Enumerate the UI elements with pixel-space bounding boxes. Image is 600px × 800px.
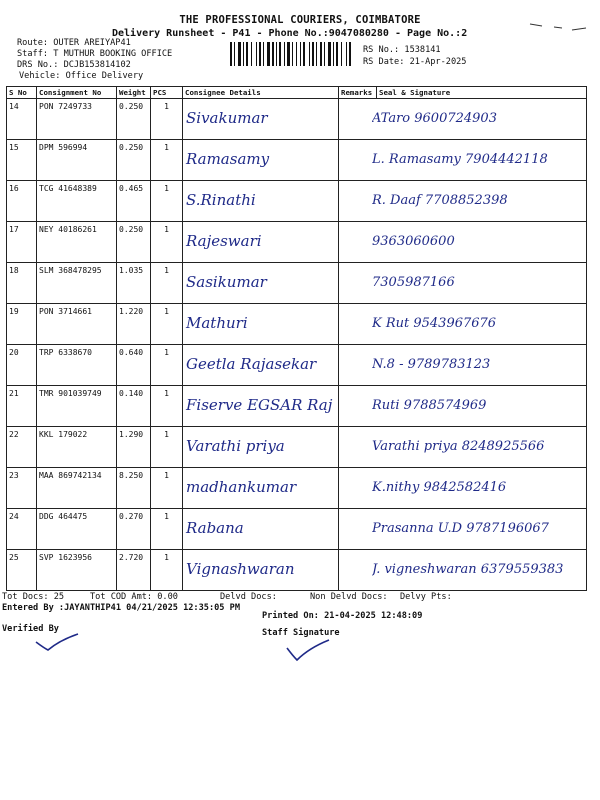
consignee-handwritten-name: Vignashwaran (186, 560, 295, 578)
signature-handwritten: 7305987166 (372, 275, 455, 290)
sno-cell: 16 (7, 181, 37, 222)
table-row (7, 222, 587, 263)
verified-check-mark (34, 632, 80, 652)
remarks-cell (339, 550, 377, 591)
weight-cell: 1.035 (117, 263, 151, 304)
col-signature: Seal & Signature (377, 87, 587, 99)
col-weight: Weight (117, 87, 151, 99)
consignee-handwritten-name: Sasikumar (186, 273, 267, 291)
consignment-cell: KKL 179022 (37, 427, 117, 468)
pcs-cell: 1 (151, 99, 183, 140)
remarks-cell (339, 468, 377, 509)
sno-cell: 25 (7, 550, 37, 591)
consignee-handwritten-name: Mathuri (186, 314, 248, 332)
pcs-cell: 1 (151, 263, 183, 304)
consignment-cell: NEY 40186261 (37, 222, 117, 263)
pcs-cell: 1 (151, 427, 183, 468)
signature-handwritten: K Rut 9543967676 (372, 316, 497, 331)
rs-number: RS No.: 1538141 (363, 45, 441, 55)
weight-cell: 0.140 (117, 386, 151, 427)
sno-cell: 18 (7, 263, 37, 304)
pcs-cell: 1 (151, 550, 183, 591)
weight-cell: 8.250 (117, 468, 151, 509)
table-row (7, 263, 587, 304)
signature-handwritten: J. vigneshwaran 6379559383 (372, 562, 564, 577)
remarks-cell (339, 263, 377, 304)
delivery-points: Delvy Pts: (400, 592, 452, 602)
consignment-cell: DDG 464475 (37, 509, 117, 550)
signature-handwritten: Ruti 9788574969 (372, 398, 487, 413)
consignee-handwritten-name: Ramasamy (186, 150, 270, 168)
weight-cell: 0.640 (117, 345, 151, 386)
consignment-cell: PON 3714661 (37, 304, 117, 345)
remarks-cell (339, 386, 377, 427)
consignee-handwritten-name: S.Rinathi (186, 191, 256, 209)
pcs-cell: 1 (151, 304, 183, 345)
remarks-cell (339, 99, 377, 140)
table-row (7, 304, 587, 345)
signature-handwritten: R. Daaf 7708852398 (372, 193, 508, 208)
sno-cell: 20 (7, 345, 37, 386)
consignment-cell: MAA 869742134 (37, 468, 117, 509)
sno-cell: 15 (7, 140, 37, 181)
route-label: Route: OUTER AREIYAP41 (17, 38, 131, 48)
pcs-cell: 1 (151, 386, 183, 427)
remarks-cell (339, 427, 377, 468)
pcs-cell: 1 (151, 181, 183, 222)
col-sno: S No (7, 87, 37, 99)
weight-cell: 1.290 (117, 427, 151, 468)
remarks-cell (339, 345, 377, 386)
consignee-handwritten-name: madhankumar (186, 478, 297, 496)
col-remarks: Remarks (339, 87, 377, 99)
staff-label: Staff: T MUTHUR BOOKING OFFICE (17, 49, 173, 59)
remarks-cell (339, 304, 377, 345)
sno-cell: 21 (7, 386, 37, 427)
runsheet-subtitle: Delivery Runsheet - P41 - Phone No.:9047080280 - Page No.:2 (112, 28, 468, 39)
remarks-cell (339, 140, 377, 181)
remarks-cell (339, 509, 377, 550)
staff-signature-label: Staff Signature (262, 628, 340, 638)
non-delivered-docs: Non Delvd Docs: (310, 592, 388, 602)
pcs-cell: 1 (151, 140, 183, 181)
sno-cell: 19 (7, 304, 37, 345)
signature-handwritten: Varathi priya 8248925566 (372, 439, 545, 454)
pcs-cell: 1 (151, 468, 183, 509)
weight-cell: 0.270 (117, 509, 151, 550)
consignee-handwritten-name: Rajeswari (186, 232, 262, 250)
sno-cell: 24 (7, 509, 37, 550)
consignee-handwritten-name: Geetla Rajasekar (186, 355, 317, 373)
delivered-docs: Delvd Docs: (220, 592, 277, 602)
consignment-cell: TCG 41648389 (37, 181, 117, 222)
signature-handwritten: L. Ramasamy 7904442118 (372, 152, 548, 167)
consignee-handwritten-name: Sivakumar (186, 109, 268, 127)
entered-by: Entered By :JAYANTHIP41 04/21/2025 12:35:05 PM (2, 603, 240, 613)
vehicle-label: Vehicle: Office Delivery (19, 71, 144, 81)
pcs-cell: 1 (151, 222, 183, 263)
col-consignee: Consignee Details (183, 87, 339, 99)
consignment-cell: DPM 596994 (37, 140, 117, 181)
remarks-cell (339, 222, 377, 263)
consignment-cell: TRP 6338670 (37, 345, 117, 386)
rs-date: RS Date: 21-Apr-2025 (363, 57, 467, 67)
signature-handwritten: 9363060600 (372, 234, 455, 249)
table-row (7, 99, 587, 140)
consignment-cell: TMR 901039749 (37, 386, 117, 427)
weight-cell: 2.720 (117, 550, 151, 591)
verified-by-label: Verified By (2, 624, 59, 634)
signature-handwritten: ATaro 9600724903 (372, 111, 497, 126)
col-pcs: PCS (151, 87, 183, 99)
consignment-cell: PON 7249733 (37, 99, 117, 140)
remarks-cell (339, 181, 377, 222)
signature-handwritten: N.8 - 9789783123 (372, 357, 491, 372)
sno-cell: 23 (7, 468, 37, 509)
consignee-handwritten-name: Varathi priya (186, 437, 285, 455)
drs-number: DRS No.: DCJB153814102 (17, 60, 131, 70)
weight-cell: 0.250 (117, 99, 151, 140)
pen-scribble (528, 18, 590, 34)
consignee-handwritten-name: Fiserve EGSAR Raj (186, 396, 333, 414)
pcs-cell: 1 (151, 345, 183, 386)
sno-cell: 14 (7, 99, 37, 140)
weight-cell: 0.465 (117, 181, 151, 222)
col-consignment: Consignment No (37, 87, 117, 99)
company-name: THE PROFESSIONAL COURIERS, COIMBATORE (179, 14, 421, 26)
consignment-cell: SLM 368478295 (37, 263, 117, 304)
total-docs: Tot Docs: 25 (2, 592, 65, 602)
printed-on: Printed On: 21-04-2025 12:48:09 (262, 611, 423, 621)
table-header-row (7, 87, 587, 99)
barcode (230, 42, 354, 66)
weight-cell: 0.250 (117, 222, 151, 263)
weight-cell: 1.220 (117, 304, 151, 345)
signature-handwritten: Prasanna U.D 9787196067 (372, 521, 549, 536)
consignee-handwritten-name: Rabana (186, 519, 244, 537)
staff-check-mark (285, 638, 331, 662)
sno-cell: 22 (7, 427, 37, 468)
weight-cell: 0.250 (117, 140, 151, 181)
pcs-cell: 1 (151, 509, 183, 550)
total-cod: Tot COD Amt: 0.00 (90, 592, 178, 602)
signature-handwritten: K.nithy 9842582416 (372, 480, 507, 495)
consignment-cell: SVP 1623956 (37, 550, 117, 591)
sno-cell: 17 (7, 222, 37, 263)
